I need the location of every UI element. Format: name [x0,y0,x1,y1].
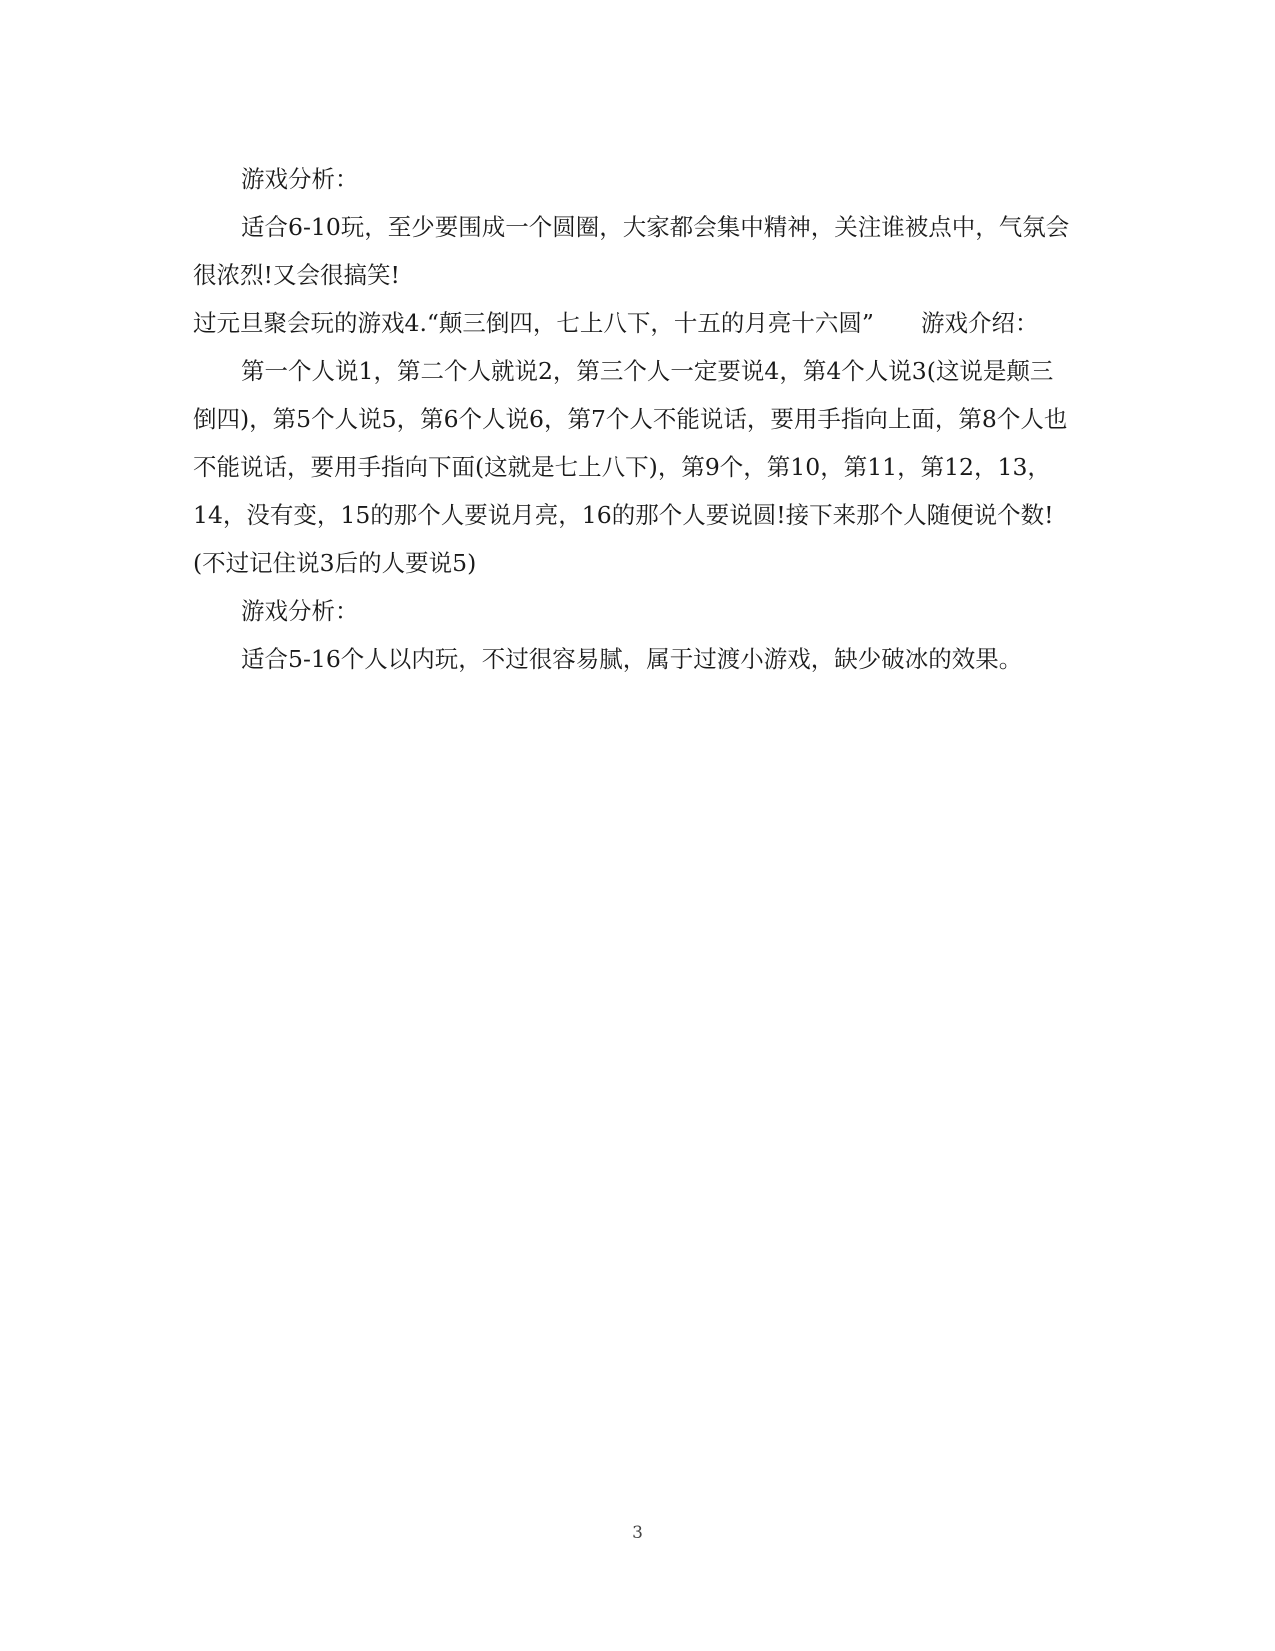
section-heading-game-analysis-2: 游戏分析： [241,597,359,625]
paragraph-game-4-rules: 第一个人说1，第二个人就说2，第三个人一定要说4，第4个人说3(这说是颠三倒四)，第5个人说5，第6个人说6，第7个人不能说话，要用手指向上面，第8个人也不能说话，要用手指向下面(这就是七上八下)，第9个，第10，第11，第12，13，14，没有变，15的那个人要说月亮，16的那个人要说圆!接下来那个人随便说个数!(不过记住说3后的人要说5) [193,357,1068,577]
section-heading-game-analysis: 游戏分析： [241,165,359,193]
paragraph-game-analysis-body: 适合6-10玩，至少要围成一个圆圈，大家都会集中精神，关注谁被点中，气氛会很浓烈!又会很搞笑! [193,213,1070,289]
document-body [193,155,1073,683]
paragraph-game-analysis-body-2: 适合5-16个人以内玩，不过很容易腻，属于过渡小游戏，缺少破冰的效果。 [241,645,1023,673]
page-number: 3 [632,1523,643,1543]
paragraph-game-4-title: 过元旦聚会玩的游戏4.“颠三倒四，七上八下，十五的月亮十六圆” 游戏介绍： [193,309,1039,337]
